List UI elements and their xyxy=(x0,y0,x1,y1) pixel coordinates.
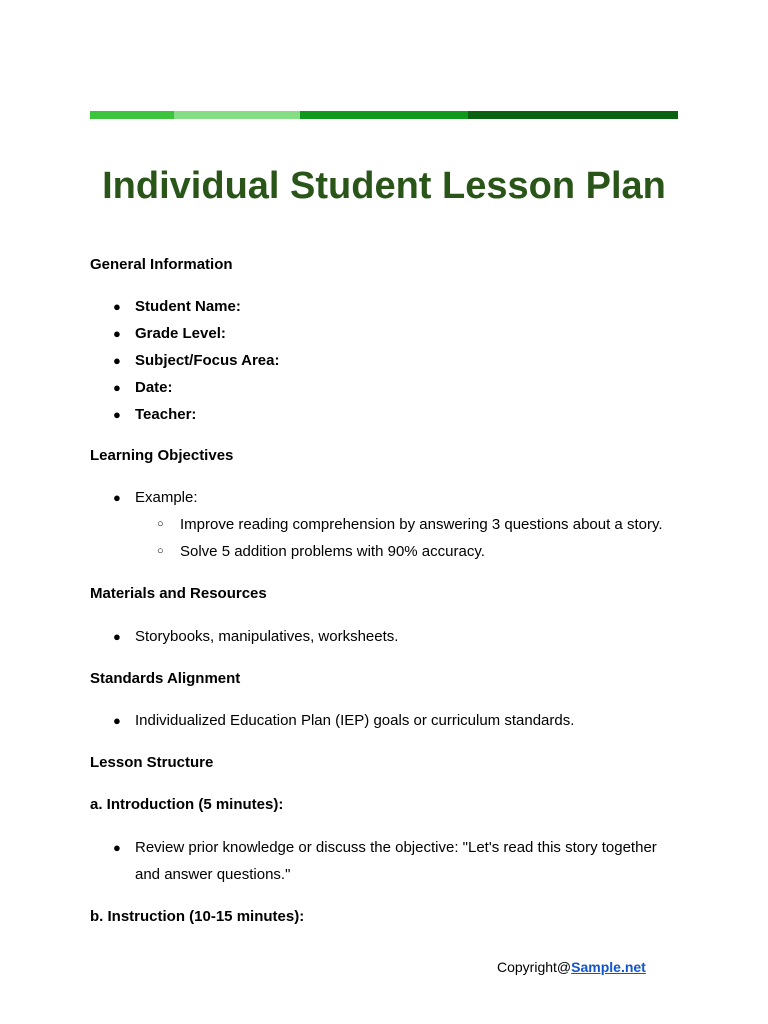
bullet-icon: ● xyxy=(113,380,121,395)
standards-text: Individualized Education Plan (IEP) goals or curriculum standards. xyxy=(135,712,575,729)
field-label-teacher: Teacher: xyxy=(135,406,197,423)
sample-net-link[interactable]: Sample.net xyxy=(571,959,646,975)
materials-text: Storybooks, manipulatives, worksheets. xyxy=(135,628,399,645)
field-label-student-name: Student Name: xyxy=(135,298,241,315)
page-title: Individual Student Lesson Plan xyxy=(102,165,666,207)
section-heading-lesson-structure: Lesson Structure xyxy=(90,754,214,771)
decorative-color-bar xyxy=(90,111,678,119)
introduction-text: Review prior knowledge or discuss the objective: "Let's read this story together and answer questions." xyxy=(135,839,657,883)
bullet-icon: ● xyxy=(113,407,121,422)
color-bar-segment xyxy=(300,111,468,119)
objective-sublist xyxy=(135,511,680,565)
list-item xyxy=(90,374,680,401)
copyright-footer xyxy=(497,957,646,977)
section-heading-materials: Materials and Resources xyxy=(90,585,267,602)
standards-list xyxy=(90,707,680,734)
field-label-grade-level: Grade Level: xyxy=(135,325,226,342)
objective-text: Solve 5 addition problems with 90% accuracy. xyxy=(180,543,485,560)
list-item xyxy=(90,707,680,734)
list-item xyxy=(90,293,680,320)
bullet-icon: ● xyxy=(113,629,121,644)
list-item xyxy=(90,401,680,428)
section-heading-standards: Standards Alignment xyxy=(90,670,241,687)
list-item xyxy=(90,320,680,347)
bullet-icon: ● xyxy=(113,326,121,341)
field-label-date: Date: xyxy=(135,379,173,396)
subheading-introduction: a. Introduction (5 minutes): xyxy=(90,796,284,813)
hollow-bullet-icon: ○ xyxy=(157,545,164,557)
objective-text: Improve reading comprehension by answering 3 questions about a story. xyxy=(180,516,663,533)
bullet-icon: ● xyxy=(113,353,121,368)
objective-example-label: Example: xyxy=(135,489,198,506)
learning-objectives-list xyxy=(90,484,680,565)
bullet-icon: ● xyxy=(113,713,121,728)
sub-list-item xyxy=(135,538,680,565)
bullet-icon: ● xyxy=(113,490,121,505)
color-bar-segment xyxy=(174,111,300,119)
section-heading-general-information: General Information xyxy=(90,256,233,273)
sub-list-item xyxy=(135,511,680,538)
hollow-bullet-icon: ○ xyxy=(157,518,164,530)
color-bar-segment xyxy=(90,111,174,119)
list-item xyxy=(90,347,680,374)
bullet-icon: ● xyxy=(113,840,121,855)
bullet-icon: ● xyxy=(113,299,121,314)
materials-list xyxy=(90,623,680,650)
list-item xyxy=(90,623,680,650)
copyright-prefix: Copyright@ xyxy=(497,959,572,975)
subheading-instruction: b. Instruction (10-15 minutes): xyxy=(90,908,305,925)
list-item xyxy=(90,834,680,888)
list-item xyxy=(90,484,680,565)
section-heading-learning-objectives: Learning Objectives xyxy=(90,447,234,464)
introduction-list xyxy=(90,834,680,888)
field-label-subject: Subject/Focus Area: xyxy=(135,352,280,369)
color-bar-segment xyxy=(468,111,678,119)
general-information-list xyxy=(90,293,680,428)
